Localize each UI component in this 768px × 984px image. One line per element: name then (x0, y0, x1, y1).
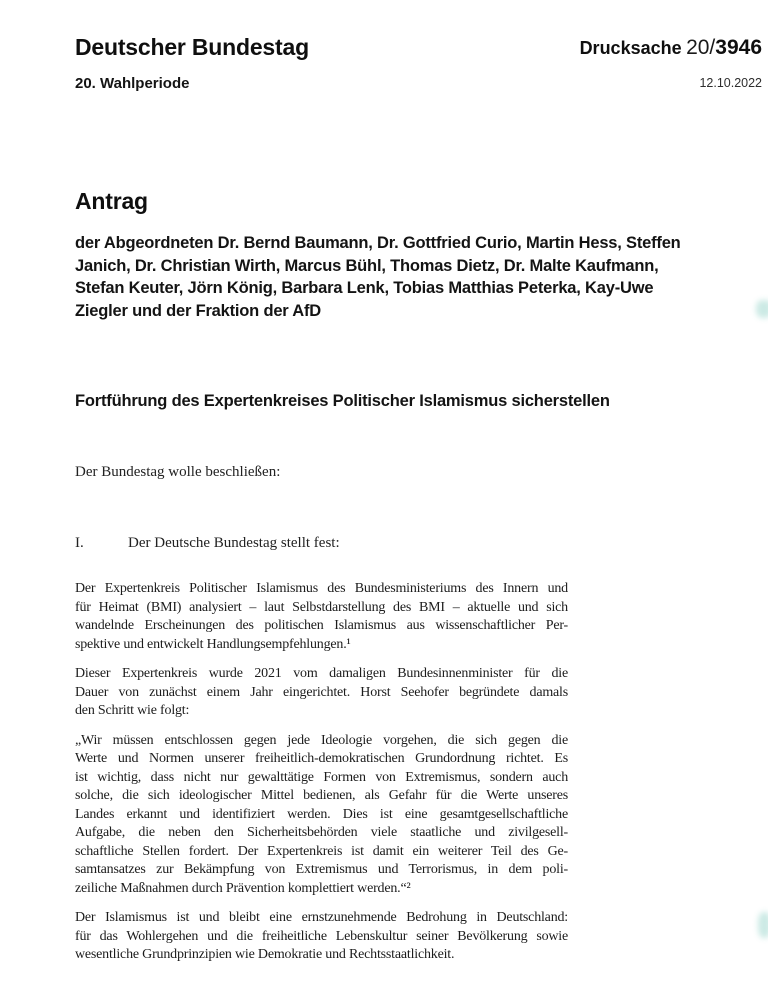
drucksache-line (580, 36, 762, 60)
section-heading (75, 535, 340, 552)
paragraph-line: spektive und entwickelt Handlungsempfehlungen.¹ (75, 636, 351, 652)
paragraph-line: den Schritt wie folgt: (75, 703, 190, 718)
section-numeral: I. (75, 535, 84, 551)
paragraph-line: schaftliche Stellen fordert. Der Expertenkreis ist damit ein weiterer Teil des Ge- (75, 843, 568, 859)
paragraph (75, 665, 568, 721)
section-title: Der Deutsche Bundestag stellt fest: (128, 535, 340, 551)
paragraph (75, 909, 568, 965)
doc-number-prefix: 20/ (686, 36, 716, 59)
paragraph-line: Dieser Expertenkreis wurde 2021 vom damaligen Bundesinnenminister für die (75, 666, 568, 681)
paragraph-line: ist wichtig, dass nicht nur gewalttätige Formen von Extremismus, sondern auch (75, 769, 568, 785)
paragraph-line: für das Wohlergehen und die freiheitliche Lebenskultur seiner Bevölkerung sowie (75, 928, 568, 944)
sponsor-line: Stefan Keuter, Jörn König, Barbara Lenk, Tobias Matthias Peterka, Kay-Uwe (75, 279, 654, 297)
sponsor-line: der Abgeordneten Dr. Bernd Baumann, Dr. Gottfried Curio, Martin Hess, Steffen (75, 234, 681, 252)
paragraph-line: Der Islamismus ist und bleibt eine ernstzunehmende Bedrohung in Deutschland: (75, 910, 568, 925)
sponsors-paragraph (75, 232, 763, 322)
paragraph-line: „Wir müssen entschlossen gegen jede Ideologie vorgehen, die sich gegen die (75, 732, 568, 748)
paragraph-line: wandelnde Erscheinungen des politischen Islamismus aus wissenschaftlicher Per- (75, 618, 568, 633)
scan-artifact (758, 912, 768, 938)
paragraph-line: Aufgabe, die neben den Sicherheitsbehörden viele staatliche und zivilgesell- (75, 825, 568, 840)
doc-title: Fortführung des Expertenkreises Politischer Islamismus sicherstellen (75, 392, 610, 410)
paragraph-line: Dauer von zunächst einem Jahr eingerichtet. Horst Seehofer begründete damals (75, 684, 568, 700)
paragraph-line: Der Expertenkreis Politischer Islamismus des Bundesministeriums des Innern und (75, 581, 568, 596)
paragraph-line: Werte und Normen unserer freiheitlich-demokratischen Grundordnung richtet. Es (75, 751, 568, 766)
paragraph-line: Landes erkannt und identifiziert werden. Dies ist eine gesamtgesellschaftliche (75, 806, 568, 822)
doc-date: 12.10.2022 (699, 76, 762, 90)
paragraph (75, 732, 568, 899)
election-period: 20. Wahlperiode (75, 75, 190, 92)
doc-number: 3946 (715, 36, 762, 59)
scan-artifact (756, 300, 768, 318)
paragraph (75, 580, 568, 654)
paragraph-line: solche, die sich ideologischer Mittel bedienen, als Gefahr für die Werte unseres (75, 788, 568, 803)
paragraph-line: samtansatzes zur Bekämpfung von Extremismus und Terrorismus, in dem poli- (75, 862, 568, 877)
resolution-intro: Der Bundestag wolle beschließen: (75, 464, 281, 480)
institution-title: Deutscher Bundestag (75, 34, 309, 60)
header-right (580, 36, 762, 90)
sponsor-line: Ziegler und der Fraktion der AfD (75, 301, 322, 320)
paragraph-line: für Heimat (BMI) analysiert – laut Selbstdarstellung des BMI – aktuelle und sich (75, 599, 568, 615)
paragraph-line: wesentliche Grundprinzipien wie Demokratie und Rechtsstaatlichkeit. (75, 947, 455, 962)
doc-type-label: Drucksache (579, 38, 682, 58)
paragraph-line: zeiliche Maßnahmen durch Prävention komplettiert werden.“² (75, 880, 411, 896)
header-left (75, 34, 309, 92)
body-paragraphs (75, 580, 568, 976)
sponsor-line: Janich, Dr. Christian Wirth, Marcus Bühl, Thomas Dietz, Dr. Malte Kaufmann, (75, 256, 659, 275)
doc-kind-heading: Antrag (75, 188, 148, 214)
